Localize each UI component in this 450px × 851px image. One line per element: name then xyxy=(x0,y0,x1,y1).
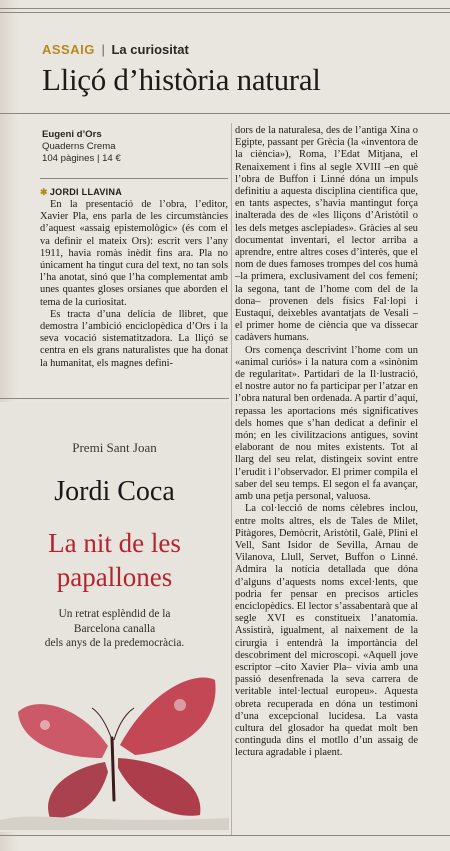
promo-title-line: papallones xyxy=(56,562,173,592)
promo-title xyxy=(0,526,229,594)
promo-title-line: La nit de les xyxy=(48,528,181,558)
byline xyxy=(40,187,122,198)
top-rule-double xyxy=(0,12,450,13)
article-paragraph: dors de la naturalesa, des de l’antiga Xina o Egipte, passant per Grècia (la «inventora de la ciència»), Roma, l’Edat Mitjana, el Renaixement i fins al segle XVIII –en què l’obra de Buffon i Linné dóna un impuls definitiu a aquesta disciplina científica que, en tants aspectes, s’havia mantingut força inalterada des de «les lliçons d’Aristòtil o les dels metges asclepiades». Gràcies al seu documentat inventari, el lector arriba a aprendre, entre altres coses d’interès, que el nom de dues famoses trompes del cos humà –la primera, exclusivament del cos femení; la segona, tant de l’home com del de la dona– provenen dels físics Fal·lopi i Eustaquí, deixebles avantatjats de Vesali –el primer home de ciència que va dissecar cadàvers humans. xyxy=(235,125,418,344)
butterfly-illustration xyxy=(0,650,229,830)
byline-author: JORDI LLAVINA xyxy=(49,187,123,197)
book-publisher: Quaderns Crema xyxy=(42,141,116,152)
article-paragraph: Es tracta d’una delícia de llibret, que demostra l’ambició enciclopèdica d’Ors i la seva vocació sistematitzadora. La lliçó se centra en els grans naturalistes que ha donat la humanitat, els magnes defini- xyxy=(40,308,228,369)
promo-award: Premi Sant Joan xyxy=(72,440,157,455)
top-rule xyxy=(0,8,450,9)
promo-top-rule xyxy=(0,398,229,399)
article-headline: Lliçó d’història natural xyxy=(42,62,321,97)
section-subtitle: La curiositat xyxy=(111,42,189,57)
section-header xyxy=(42,42,189,57)
article-paragraph: La col·lecció de noms cèlebres inclou, entre molts altres, els de Tales de Milet, Pitàgores, Demòcrit, Aristòtil, Galè, Plini el Vell, Sant Isidor de Sevilla, Arnau de Vilanova, Llull, Servet, Buffon o Linné. Admira la notícia detallada que dóna d’alguns d’aquests noms excel·lents, que podria fer pensar en precisos articles enciclopèdics. El lector s’assabentarà que al segle XVI es constitueix l’anatomia. Assistirà, igualment, al naixement de la cirurgia i entendrà la importància del descobriment del microscopi. «Aquell jove escriptor –cito Xavier Pla– vivia amb una passió desenfrenada la seva carrera de veritable intel·lectual europeu». Aquesta obreta recuperada en dóna un testimoni d’una excepcional lucidesa. La vasta cultura del glosador ha quedat molt ben continguda dins el motllo d’un assaig de lectura agradable i plaent. xyxy=(235,503,418,759)
article-column-left xyxy=(40,199,228,370)
book-author: Eugeni d’Ors xyxy=(42,129,102,140)
promo-blurb-line: Barcelona canalla xyxy=(73,622,156,635)
column-divider xyxy=(231,123,232,835)
book-advertisement xyxy=(0,402,229,832)
article-column-right xyxy=(235,125,418,835)
promo-blurb-line: dels anys de la predemocràcia. xyxy=(44,637,185,649)
promo-author: Jordi Coca xyxy=(54,476,175,507)
article-paragraph: En la presentació de l’obra, l’editor, Xavier Pla, ens parla de les circumstàncies d’aquest «assaig epistemològic» (és com el va definir el mateix Ors): escrit vers l’any 1911, havia romàs inèdit fins ara. Pla no únicament ha tingut cura del text, no tan sols l’ha anotat, sinó que l’ha complementat amb unes quantes gloses orsianes que aborden el tema de la curiositat. xyxy=(40,199,228,308)
bottom-rule xyxy=(0,835,450,836)
book-details: 104 pàgines | 14 € xyxy=(42,153,121,164)
section-tag: ASSAIG xyxy=(42,42,95,57)
book-info xyxy=(42,129,121,165)
promo-blurb-line: Un retrat esplèndid de la xyxy=(58,608,171,620)
promo-blurb xyxy=(0,607,229,651)
bookinfo-rule xyxy=(40,178,228,179)
headline-rule xyxy=(0,113,450,114)
article-paragraph: Ors comença descrivint l’home com un «animal curiós» i la natura com a «sinònim de regularitat». Partidari de la Il·lustració, el nostre autor no fa participar per l’atzar en l’obra natural ben ordenada. A partir d’aquí, repassa les aportacions més significatives dels homes que s’han dedicat a definir el món; en les civilitzacions antigues, sovint elaborant de nou mites existents. Tot al llarg del seu relat, distingeix sovint entre l’erudit i l’observador. El primer compila el saber del seu temps. El segon el fa avançar, amb una petja personal, valuosa. xyxy=(235,344,418,503)
byline-mark: ✱ xyxy=(40,187,48,197)
section-separator: | xyxy=(101,42,105,57)
